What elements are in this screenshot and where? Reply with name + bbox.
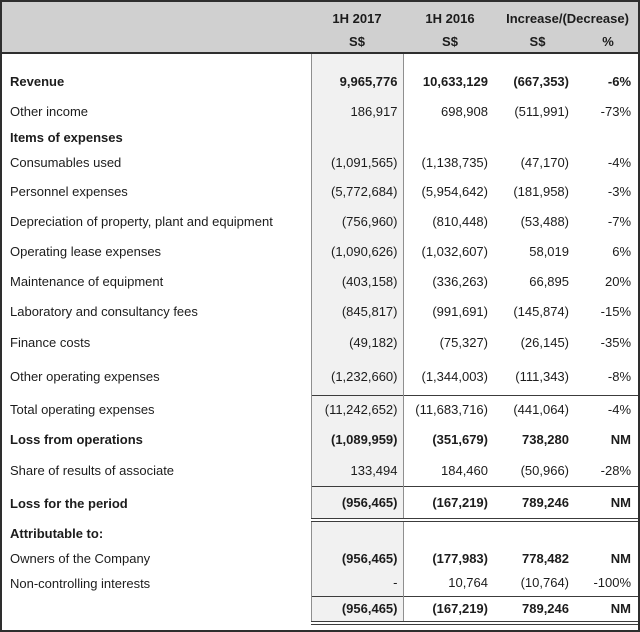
value-change: 66,895 xyxy=(529,273,569,289)
value-2017: (956,465) xyxy=(311,486,403,520)
value-change: (441,064) xyxy=(497,395,578,424)
table-row xyxy=(2,358,638,395)
value-2017 xyxy=(311,520,403,546)
value-2016: (1,344,003) xyxy=(421,368,488,384)
value-2016: (810,448) xyxy=(432,214,488,229)
table-row xyxy=(2,96,638,126)
value-2017: (1,090,626) xyxy=(311,236,403,266)
table-row xyxy=(2,546,638,570)
row-label: Loss from operations xyxy=(10,432,143,447)
value-percent: -73% xyxy=(600,103,632,119)
value-change: 789,246 xyxy=(497,486,578,520)
value-2017: (11,242,652) xyxy=(311,395,403,424)
total-row xyxy=(2,486,638,520)
value-2017: (403,158) xyxy=(311,266,403,296)
value-change xyxy=(497,126,578,149)
table-row xyxy=(2,176,638,207)
value-percent: -15% xyxy=(600,304,632,319)
table-row xyxy=(2,149,638,176)
value-percent: NM xyxy=(610,432,632,447)
table-header xyxy=(2,2,638,53)
value-change: 789,246 xyxy=(497,596,578,623)
value-2017: (956,465) xyxy=(311,596,403,623)
value-2016: (1,032,607) xyxy=(421,243,488,259)
table-row xyxy=(2,53,638,96)
row-label: Revenue xyxy=(10,74,65,89)
value-2016: (1,138,735) xyxy=(421,155,488,170)
value-percent: 20% xyxy=(604,273,632,289)
header-empty-cell xyxy=(2,32,311,53)
value-change: (511,991) xyxy=(514,103,569,119)
total-row xyxy=(2,596,638,623)
value-percent: -8% xyxy=(607,368,632,384)
value-2017: 9,965,776 xyxy=(311,53,403,96)
row-label: Other operating expenses xyxy=(10,369,160,384)
value-2016: 184,460 xyxy=(441,462,488,478)
value-percent: NM xyxy=(610,550,632,566)
value-2016: (991,691) xyxy=(432,304,488,319)
value-percent: -4% xyxy=(607,155,632,170)
row-label: Consumables used xyxy=(10,155,122,170)
value-2017: 186,917 xyxy=(311,96,403,126)
table-row xyxy=(2,296,638,327)
header-unit-change-pct: % xyxy=(578,32,638,53)
row-label: Total operating expenses xyxy=(10,402,155,417)
value-2016: (11,683,716) xyxy=(403,395,497,424)
header-unit-change-ss: S$ xyxy=(497,32,578,53)
table-body xyxy=(2,53,638,632)
subtotal-row xyxy=(2,395,638,424)
header-increase-decrease: Increase/(Decrease) xyxy=(497,2,638,32)
table-row xyxy=(2,266,638,296)
value-change: (111,343) xyxy=(515,368,569,384)
value-percent xyxy=(578,520,638,546)
value-change: 778,482 xyxy=(522,550,569,566)
row-label: Maintenance of equipment xyxy=(10,273,164,289)
value-2016: (177,983) xyxy=(432,550,488,566)
table-row xyxy=(2,236,638,266)
value-change: 738,280 xyxy=(522,432,569,447)
table-row xyxy=(2,327,638,358)
value-change: (47,170) xyxy=(520,155,569,170)
value-2017: (1,091,565) xyxy=(311,149,403,176)
value-change: (26,145) xyxy=(520,335,569,350)
value-2016: (167,219) xyxy=(403,486,497,520)
value-percent xyxy=(578,126,638,149)
value-percent: NM xyxy=(578,486,638,520)
row-label: Non-controlling interests xyxy=(10,575,151,591)
value-2016: 698,908 xyxy=(441,103,488,119)
table-row xyxy=(2,455,638,486)
value-change: (53,488) xyxy=(520,214,569,229)
value-2016: 10,764 xyxy=(448,575,488,591)
header-unit-2016: S$ xyxy=(403,32,497,53)
value-percent: -28% xyxy=(600,462,632,478)
value-change: (181,958) xyxy=(513,184,569,199)
row-label: Depreciation of property, plant and equipment xyxy=(10,214,273,229)
value-2017: (756,960) xyxy=(311,207,403,236)
value-2017: 133,494 xyxy=(311,455,403,486)
value-percent: -100% xyxy=(593,575,632,591)
bottom-spacer-cell xyxy=(2,623,638,632)
value-2016: 10,633,129 xyxy=(422,74,488,89)
value-2017: (1,089,959) xyxy=(311,424,403,455)
row-label: Share of results of associate xyxy=(10,463,175,478)
bottom-spacer xyxy=(2,623,638,632)
value-2017: (5,772,684) xyxy=(311,176,403,207)
section-label: Items of expenses xyxy=(10,130,123,145)
row-label: Personnel expenses xyxy=(10,184,128,199)
header-empty-cell xyxy=(2,2,311,32)
value-change xyxy=(497,520,578,546)
value-2016: (5,954,642) xyxy=(421,184,488,199)
header-unit-2017: S$ xyxy=(311,32,403,53)
header-1h2016: 1H 2016 xyxy=(403,2,497,32)
table-row xyxy=(2,570,638,596)
row-label: Other income xyxy=(10,103,89,119)
row-label: Operating lease expenses xyxy=(10,243,162,259)
value-percent: -7% xyxy=(607,214,632,229)
section-header-row xyxy=(2,126,638,149)
value-change: (667,353) xyxy=(513,74,569,89)
value-2017: (49,182) xyxy=(311,327,403,358)
value-2016 xyxy=(403,126,497,149)
header-1h2017: 1H 2017 xyxy=(311,2,403,32)
row-label xyxy=(2,596,311,623)
value-percent: -6% xyxy=(607,74,632,89)
value-change: 58,019 xyxy=(529,243,569,259)
value-2016: (167,219) xyxy=(403,596,497,623)
row-label: Loss for the period xyxy=(10,495,128,511)
value-percent: 6% xyxy=(612,243,632,259)
header-units-row xyxy=(2,32,638,53)
income-statement-table xyxy=(2,2,638,632)
value-2017 xyxy=(311,126,403,149)
value-2016: (336,263) xyxy=(432,273,488,289)
value-change: (10,764) xyxy=(520,575,569,591)
row-label: Owners of the Company xyxy=(10,550,151,566)
value-percent: NM xyxy=(578,596,638,623)
value-2016: (75,327) xyxy=(439,335,488,350)
row-label: Finance costs xyxy=(10,335,91,350)
section-header-row xyxy=(2,520,638,546)
value-2017: (1,232,660) xyxy=(311,358,403,395)
table-row xyxy=(2,424,638,455)
value-percent: -35% xyxy=(600,335,632,350)
section-label: Attributable to: xyxy=(10,525,104,541)
value-2016 xyxy=(403,520,497,546)
table-row xyxy=(2,207,638,236)
row-label: Laboratory and consultancy fees xyxy=(10,304,198,319)
header-period-row xyxy=(2,2,638,32)
value-change: (50,966) xyxy=(520,462,569,478)
value-2017: - xyxy=(311,570,403,596)
value-2017: (956,465) xyxy=(311,546,403,570)
value-percent: -4% xyxy=(578,395,638,424)
value-change: (145,874) xyxy=(513,304,569,319)
value-2016: (351,679) xyxy=(432,432,488,447)
value-2017: (845,817) xyxy=(311,296,403,327)
value-percent: -3% xyxy=(607,184,632,199)
